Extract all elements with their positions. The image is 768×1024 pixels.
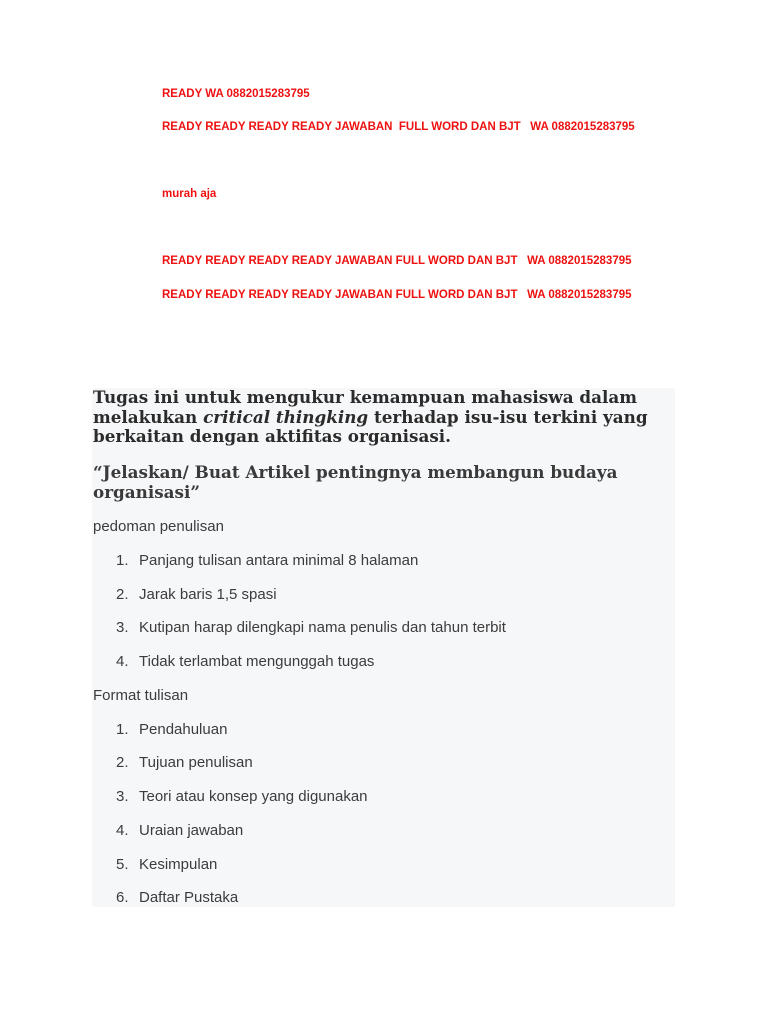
intro-emphasis: critical thingking xyxy=(203,406,369,427)
guide-item xyxy=(116,653,374,670)
list-number: 1. xyxy=(116,552,129,569)
list-number: 2. xyxy=(116,754,129,771)
format-label: Format tulisan xyxy=(93,687,189,704)
ad-line-2: READY READY READY READY JAWABAN FULL WORD DAN BJT WA 0882015283795 xyxy=(162,121,635,133)
ad-line-3: murah aja xyxy=(162,188,217,200)
list-number: 5. xyxy=(116,856,129,873)
format-item xyxy=(116,788,368,805)
list-text: Pendahuluan xyxy=(139,721,228,738)
task-intro xyxy=(93,388,678,447)
list-text: Daftar Pustaka xyxy=(139,889,239,906)
list-text: Kutipan harap dilengkapi nama penulis dan tahun terbit xyxy=(139,619,506,636)
ad-line-5: READY READY READY READY JAWABAN FULL WORD DAN BJT WA 0882015283795 xyxy=(162,289,632,301)
list-number: 3. xyxy=(116,619,129,636)
format-item xyxy=(116,754,253,771)
list-text: Uraian jawaban xyxy=(139,822,244,839)
list-text: Teori atau konsep yang digunakan xyxy=(139,788,368,805)
format-item xyxy=(116,889,238,906)
guide-item xyxy=(116,619,506,636)
intro-text-before: Tugas ini untuk mengukur kemampuan mahasiswa dalam melakukan xyxy=(93,387,638,427)
list-number: 1. xyxy=(116,721,129,738)
task-question: “Jelaskan/ Buat Artikel pentingnya membangun budaya organisasi” xyxy=(93,462,618,502)
format-item xyxy=(116,721,227,738)
format-item xyxy=(116,856,217,873)
list-text: Jarak baris 1,5 spasi xyxy=(139,586,277,603)
list-number: 2. xyxy=(116,586,129,603)
intro-text-after: terhadap isu-isu terkini yang berkaitan dengan aktifitas organisasi. xyxy=(93,406,648,446)
list-text: Panjang tulisan antara minimal 8 halaman xyxy=(139,552,419,569)
list-text: Kesimpulan xyxy=(139,856,218,873)
ad-line-4: READY READY READY READY JAWABAN FULL WORD DAN BJT WA 0882015283795 xyxy=(162,255,632,267)
guide-item xyxy=(116,552,418,569)
list-text: Tidak terlambat mengunggah tugas xyxy=(139,653,375,670)
list-text: Tujuan penulisan xyxy=(139,754,253,771)
ad-line-1: READY WA 0882015283795 xyxy=(162,88,310,100)
list-number: 6. xyxy=(116,889,129,906)
guide-label: pedoman penulisan xyxy=(93,518,224,535)
format-item xyxy=(116,822,243,839)
guide-item xyxy=(116,586,277,603)
list-number: 4. xyxy=(116,822,129,839)
list-number: 3. xyxy=(116,788,129,805)
list-number: 4. xyxy=(116,653,129,670)
